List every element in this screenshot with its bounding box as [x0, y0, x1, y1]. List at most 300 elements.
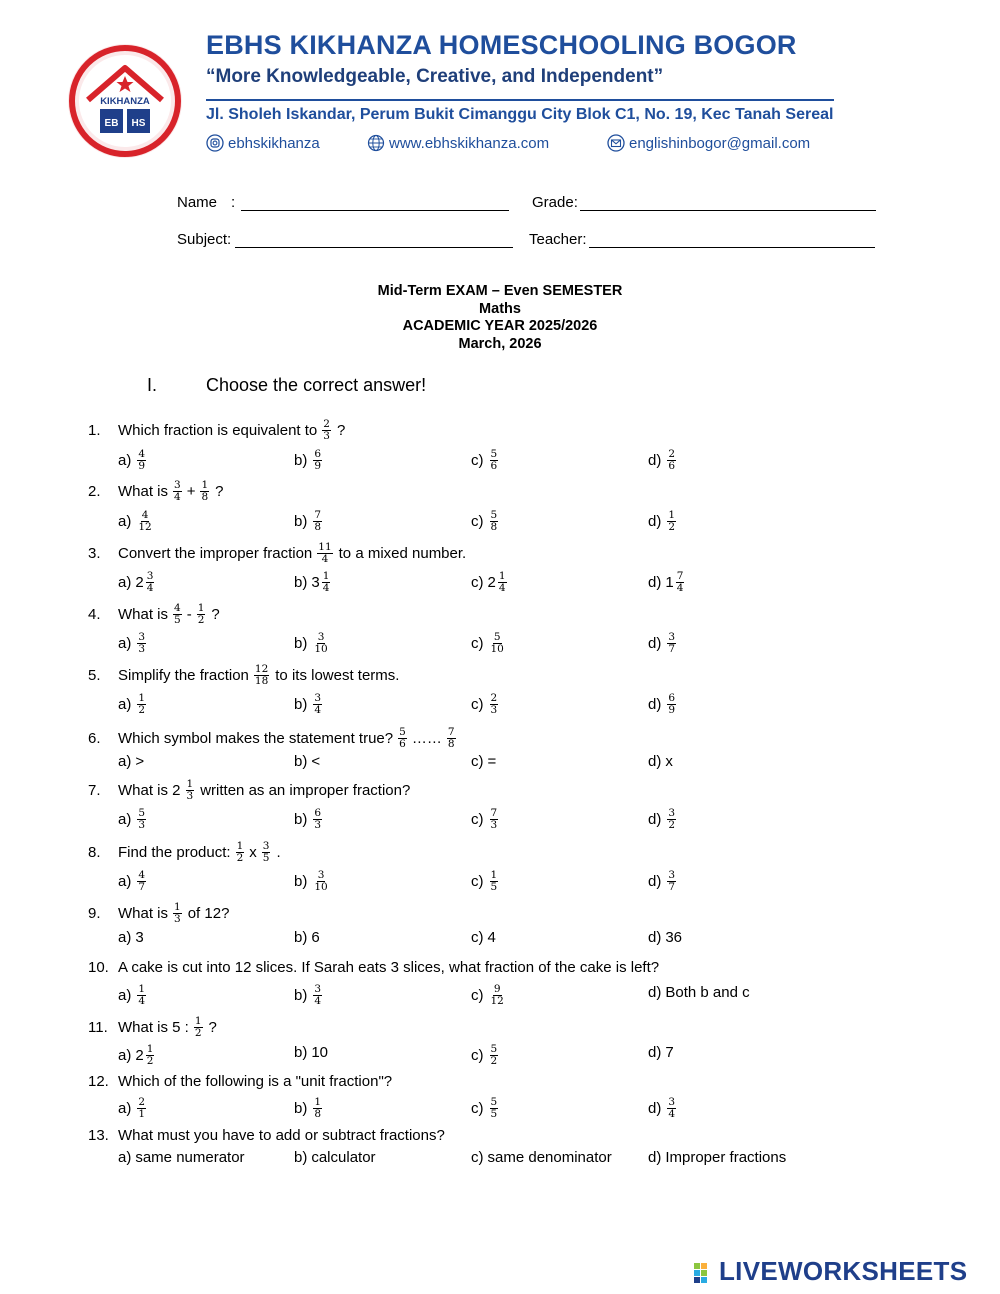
option-a[interactable] — [118, 753, 144, 770]
option-text: x — [665, 753, 673, 770]
school-name: EBHS KIKHANZA HOMESCHOOLING BOGOR — [206, 30, 797, 60]
denominator: 10 — [314, 643, 328, 655]
question-text: Simplify the fraction — [118, 667, 249, 684]
denominator: 4 — [322, 582, 330, 594]
question-text: Convert the improper fraction — [118, 545, 313, 562]
denominator: 9 — [314, 460, 322, 472]
header-divider — [206, 99, 834, 101]
question-fraction — [186, 779, 195, 802]
question-number: 8. — [88, 844, 101, 861]
option-fraction — [490, 808, 499, 831]
contact-email — [607, 134, 810, 152]
question-text: A cake is cut into 12 slices. If Sarah eats 3 slices, what fraction of the cake is left? — [118, 959, 660, 976]
option-label: c) — [471, 513, 484, 530]
section-instruction: Choose the correct answer! — [206, 375, 427, 395]
numerator: 1 — [194, 1015, 202, 1027]
section-number: I. — [147, 375, 158, 395]
question-7 — [88, 779, 410, 802]
numerator: 3 — [317, 869, 325, 881]
numerator: 5 — [138, 807, 146, 819]
question-text: What is 5 : — [118, 1019, 189, 1036]
option-text: > — [135, 753, 145, 770]
teacher-input-line[interactable] — [589, 234, 875, 248]
option-fraction — [137, 449, 146, 472]
question-fraction — [317, 542, 332, 565]
option-text: Improper fractions — [665, 1149, 787, 1166]
option-c[interactable] — [471, 449, 500, 472]
numerator: 1 — [668, 509, 676, 521]
option-label: a) — [118, 811, 132, 828]
question-fraction — [236, 841, 245, 864]
question-text: Find the product: — [118, 844, 231, 861]
question-text-after: to its lowest terms. — [275, 667, 400, 684]
option-b[interactable] — [294, 870, 331, 893]
option-b[interactable] — [294, 808, 324, 831]
name-field — [177, 194, 509, 211]
option-c[interactable] — [471, 870, 500, 893]
question-5 — [88, 664, 399, 687]
option-label: d) — [648, 696, 662, 713]
option-text: 36 — [665, 929, 683, 946]
option-c[interactable] — [471, 632, 507, 655]
option-d[interactable] — [648, 1149, 786, 1166]
numerator: 5 — [399, 726, 406, 738]
option-fraction — [313, 510, 322, 533]
option-label: d) — [648, 811, 662, 828]
question-text-after: ? — [215, 483, 224, 500]
option-text: 3 — [135, 929, 144, 946]
school-motto: “More Knowledgeable, Creative, and Independent” — [206, 66, 664, 87]
subject-input-line[interactable] — [235, 234, 513, 248]
numerator: 5 — [490, 509, 498, 521]
denominator: 18 — [254, 675, 269, 687]
exam-date: March, 2026 — [458, 335, 542, 352]
denominator: 2 — [138, 704, 146, 716]
question-fraction — [194, 1016, 203, 1039]
question-13 — [88, 1127, 448, 1144]
question-12 — [88, 1073, 395, 1090]
option-b[interactable] — [294, 632, 331, 655]
numerator: 7 — [490, 807, 498, 819]
denominator: 10 — [490, 643, 504, 655]
denominator: 1 — [138, 1108, 146, 1120]
option-fraction — [490, 449, 499, 472]
denominator: 2 — [146, 1055, 154, 1067]
option-whole-number: 2 — [135, 1047, 144, 1064]
question-operator: - — [186, 606, 192, 623]
numerator: 6 — [314, 448, 322, 460]
denominator: 3 — [323, 430, 330, 442]
question-9 — [88, 902, 229, 925]
question-2 — [88, 480, 224, 503]
option-fraction — [313, 693, 322, 716]
denominator: 4 — [314, 995, 322, 1007]
denominator: 5 — [174, 614, 181, 626]
question-text-after: ? — [208, 1019, 217, 1036]
subject-label: Subject: — [177, 231, 232, 248]
option-a[interactable] — [118, 1149, 245, 1166]
teacher-field — [529, 231, 875, 248]
denominator: 6 — [668, 460, 676, 472]
option-fraction — [667, 808, 676, 831]
numerator: 4 — [138, 869, 146, 881]
exam-year: ACADEMIC YEAR 2025/2026 — [402, 318, 598, 334]
numerator: 2 — [668, 448, 676, 460]
denominator: 7 — [668, 881, 676, 893]
option-label: a) — [118, 696, 132, 713]
option-b[interactable] — [294, 1097, 324, 1120]
option-text: < — [311, 753, 321, 770]
question-1 — [88, 419, 345, 442]
denominator: 12 — [490, 995, 504, 1007]
option-a[interactable] — [118, 1097, 148, 1120]
option-fraction — [137, 510, 152, 533]
option-b[interactable] — [294, 449, 324, 472]
numerator: 5 — [490, 1043, 498, 1055]
grade-input-line[interactable] — [580, 197, 876, 211]
option-fraction — [667, 510, 676, 533]
numerator: 7 — [676, 570, 684, 582]
numerator: 3 — [668, 807, 676, 819]
option-fraction — [313, 632, 328, 655]
exam-title-block — [0, 283, 1000, 353]
numerator: 1 — [236, 840, 244, 852]
question-fraction — [398, 727, 407, 750]
question-fraction — [447, 727, 456, 750]
option-d[interactable] — [648, 1097, 678, 1120]
question-fraction — [254, 664, 269, 687]
option-b[interactable] — [294, 510, 324, 533]
question-number: 13. — [88, 1127, 109, 1144]
grade-label: Grade: — [532, 194, 578, 211]
numerator: 1 — [146, 1043, 154, 1055]
option-c[interactable] — [471, 929, 496, 946]
question-number: 11. — [88, 1019, 108, 1036]
question-text: What is — [118, 483, 169, 500]
option-fraction — [322, 571, 331, 594]
option-label: b) — [294, 513, 308, 530]
option-label: b) — [294, 753, 308, 770]
question-number: 2. — [88, 483, 101, 500]
option-a[interactable] — [118, 984, 148, 1007]
denominator: 2 — [194, 1027, 202, 1039]
option-fraction — [137, 808, 146, 831]
option-d[interactable] — [648, 870, 678, 893]
option-a[interactable] — [118, 449, 148, 472]
option-fraction — [667, 1097, 676, 1120]
question-text-after: written as an improper fraction? — [200, 782, 411, 799]
option-b[interactable] — [294, 929, 320, 946]
option-d[interactable] — [648, 449, 678, 472]
option-fraction — [490, 693, 499, 716]
logo-text: KIKHANZA — [100, 96, 150, 107]
question-10 — [88, 959, 662, 976]
numerator: 1 — [138, 983, 146, 995]
denominator: 4 — [138, 995, 146, 1007]
question-number: 9. — [88, 905, 101, 922]
option-d[interactable] — [648, 510, 678, 533]
option-d[interactable] — [648, 984, 750, 1001]
option-fraction — [146, 1044, 155, 1067]
denominator: 2 — [668, 521, 676, 533]
option-fraction — [490, 632, 505, 655]
denominator: 5 — [490, 881, 498, 893]
denominator: 3 — [490, 704, 498, 716]
numerator: 2 — [323, 418, 330, 430]
option-label: b) — [294, 574, 308, 591]
option-fraction — [313, 984, 322, 1007]
option-c[interactable] — [471, 510, 500, 533]
numerator: 1 — [186, 778, 194, 790]
option-whole-number: 3 — [311, 574, 320, 591]
denominator: 4 — [668, 1108, 676, 1120]
question-number: 5. — [88, 667, 101, 684]
option-a[interactable] — [118, 693, 148, 716]
exam-title: Mid-Term EXAM – Even SEMESTER — [377, 283, 623, 299]
denominator: 4 — [321, 553, 329, 565]
question-text-after: ? — [336, 422, 346, 439]
instagram-icon — [206, 134, 224, 152]
numerator: 3 — [668, 1096, 676, 1108]
option-label: c) — [471, 635, 484, 652]
email-address: englishinbogor@gmail.com — [629, 134, 811, 152]
option-whole-number: 2 — [487, 574, 496, 591]
option-label: c) — [471, 574, 484, 591]
name-input-line[interactable] — [241, 197, 509, 211]
numerator: 1 — [201, 479, 209, 491]
option-label: d) — [648, 1149, 662, 1166]
school-address: Jl. Sholeh Iskandar, Perum Bukit Cimanggu City Blok C1, No. 19, Kec Tanah Sereal — [206, 106, 834, 123]
numerator: 3 — [314, 692, 322, 704]
question-operator: x — [249, 844, 257, 861]
option-d[interactable] — [648, 808, 678, 831]
numerator: 5 — [493, 631, 501, 643]
option-label: b) — [294, 635, 308, 652]
option-fraction — [137, 693, 146, 716]
question-text: What must you have to add or subtract fractions? — [118, 1127, 445, 1144]
option-d[interactable] — [648, 571, 686, 594]
option-a[interactable] — [118, 1044, 156, 1067]
denominator: 7 — [138, 881, 146, 893]
option-c[interactable] — [471, 753, 496, 770]
option-a[interactable] — [118, 870, 148, 893]
denominator: 4 — [314, 704, 322, 716]
option-a[interactable] — [118, 929, 144, 946]
option-label: d) — [648, 1044, 662, 1061]
option-label: a) — [118, 1100, 132, 1117]
denominator: 8 — [447, 738, 455, 750]
instagram-handle: ebhskikhanza — [228, 134, 320, 152]
denominator: 12 — [138, 521, 152, 533]
option-text: same denominator — [487, 1149, 612, 1166]
numerator: 1 — [174, 901, 181, 913]
question-fraction — [322, 419, 331, 442]
option-c[interactable] — [471, 571, 509, 594]
option-b[interactable] — [294, 693, 324, 716]
option-a[interactable] — [118, 632, 148, 655]
option-label: c) — [471, 1047, 484, 1064]
numerator: 4 — [174, 602, 181, 614]
option-label: d) — [648, 873, 662, 890]
option-label: b) — [294, 987, 308, 1004]
option-whole-number: 1 — [665, 574, 674, 591]
question-operator: …… — [411, 730, 442, 747]
option-whole-number: 2 — [135, 574, 144, 591]
option-text: same numerator — [135, 1149, 245, 1166]
option-fraction — [667, 449, 676, 472]
option-fraction — [667, 632, 676, 655]
denominator: 2 — [668, 819, 676, 831]
numerator: 2 — [490, 692, 498, 704]
numerator: 9 — [493, 983, 501, 995]
contact-website — [367, 134, 549, 152]
denominator: 4 — [174, 491, 181, 503]
question-number: 4. — [88, 606, 101, 623]
option-a[interactable] — [118, 571, 156, 594]
option-label: a) — [118, 452, 132, 469]
option-label: d) — [648, 513, 662, 530]
question-text-after: ? — [211, 606, 220, 623]
website-url: www.ebhskikhanza.com — [389, 134, 550, 152]
question-number: 6. — [88, 730, 101, 747]
option-text: Both b and c — [665, 984, 750, 1001]
option-fraction — [490, 870, 499, 893]
denominator: 9 — [138, 460, 146, 472]
logo-tag-eb: EB — [104, 118, 119, 129]
question-text-after: of 12? — [187, 905, 230, 922]
option-label: d) — [648, 984, 662, 1001]
option-label: a) — [118, 753, 132, 770]
option-b[interactable] — [294, 1149, 376, 1166]
denominator: 8 — [314, 521, 322, 533]
question-4 — [88, 603, 220, 626]
option-d[interactable] — [648, 693, 678, 716]
name-label: Name — [177, 194, 218, 211]
question-number: 10. — [88, 959, 109, 976]
denominator: 8 — [490, 521, 498, 533]
numerator: 12 — [254, 663, 269, 675]
denominator: 3 — [490, 819, 498, 831]
option-b[interactable] — [294, 571, 332, 594]
option-fraction — [313, 808, 322, 831]
school-logo — [66, 42, 184, 160]
denominator: 6 — [399, 738, 406, 750]
denominator: 3 — [186, 790, 194, 802]
numerator: 3 — [174, 479, 181, 491]
numerator: 7 — [447, 726, 455, 738]
option-c[interactable] — [471, 808, 500, 831]
option-label: a) — [118, 1149, 132, 1166]
denominator: 8 — [201, 491, 209, 503]
option-d[interactable] — [648, 753, 673, 770]
numerator: 5 — [490, 1096, 498, 1108]
numerator: 4 — [141, 509, 149, 521]
numerator: 1 — [490, 869, 498, 881]
option-a[interactable] — [118, 808, 148, 831]
option-fraction — [137, 632, 146, 655]
brand-name: LIVEWORKSHEETS — [719, 1256, 968, 1286]
option-label: b) — [294, 452, 308, 469]
option-label: d) — [648, 452, 662, 469]
option-d[interactable] — [648, 1044, 674, 1061]
option-label: c) — [471, 753, 484, 770]
numerator: 7 — [314, 509, 322, 521]
numerator: 1 — [322, 570, 330, 582]
option-label: b) — [294, 811, 308, 828]
option-text: 10 — [311, 1044, 329, 1061]
numerator: 3 — [262, 840, 270, 852]
question-fraction — [197, 603, 206, 626]
option-d[interactable] — [648, 929, 682, 946]
numerator: 3 — [146, 570, 154, 582]
option-d[interactable] — [648, 632, 678, 655]
denominator: 3 — [138, 643, 146, 655]
numerator: 4 — [138, 448, 146, 460]
numerator: 1 — [197, 602, 205, 614]
denominator: 2 — [197, 614, 205, 626]
numerator: 1 — [138, 692, 146, 704]
option-label: c) — [471, 873, 484, 890]
question-number: 7. — [88, 782, 101, 799]
question-fraction — [262, 841, 271, 864]
option-label: c) — [471, 452, 484, 469]
option-c[interactable] — [471, 1044, 500, 1067]
option-label: b) — [294, 929, 308, 946]
option-fraction — [667, 693, 676, 716]
numerator: 3 — [314, 983, 322, 995]
option-label: b) — [294, 1100, 308, 1117]
option-c[interactable] — [471, 984, 507, 1007]
numerator: 3 — [138, 631, 146, 643]
option-label: b) — [294, 1044, 308, 1061]
denominator: 4 — [676, 582, 684, 594]
question-6 — [88, 727, 458, 750]
question-operator: + — [186, 483, 196, 500]
option-fraction — [498, 571, 507, 594]
option-text: calculator — [311, 1149, 376, 1166]
question-text: What is — [118, 606, 169, 623]
option-label: b) — [294, 873, 308, 890]
option-label: b) — [294, 696, 308, 713]
question-fraction — [173, 480, 182, 503]
option-b[interactable] — [294, 984, 324, 1007]
teacher-label: Teacher: — [529, 231, 587, 248]
name-colon: : — [231, 194, 236, 211]
option-fraction — [676, 571, 685, 594]
option-label: a) — [118, 929, 132, 946]
option-label: d) — [648, 1100, 662, 1117]
option-label: a) — [118, 635, 132, 652]
grade-field — [532, 194, 876, 211]
option-b[interactable] — [294, 1044, 328, 1061]
option-c[interactable] — [471, 1149, 612, 1166]
subject-field — [177, 231, 513, 248]
numerator: 6 — [668, 692, 676, 704]
option-fraction — [490, 1044, 499, 1067]
option-c[interactable] — [471, 693, 500, 716]
option-a[interactable] — [118, 510, 155, 533]
denominator: 2 — [236, 852, 244, 864]
numerator: 3 — [668, 869, 676, 881]
option-c[interactable] — [471, 1097, 500, 1120]
option-b[interactable] — [294, 753, 320, 770]
exam-subject: Maths — [479, 300, 521, 317]
option-label: a) — [118, 574, 132, 591]
option-text: 7 — [665, 1044, 674, 1061]
option-label: a) — [118, 513, 132, 530]
numerator: 3 — [317, 631, 325, 643]
question-text: What is 2 — [118, 782, 181, 799]
